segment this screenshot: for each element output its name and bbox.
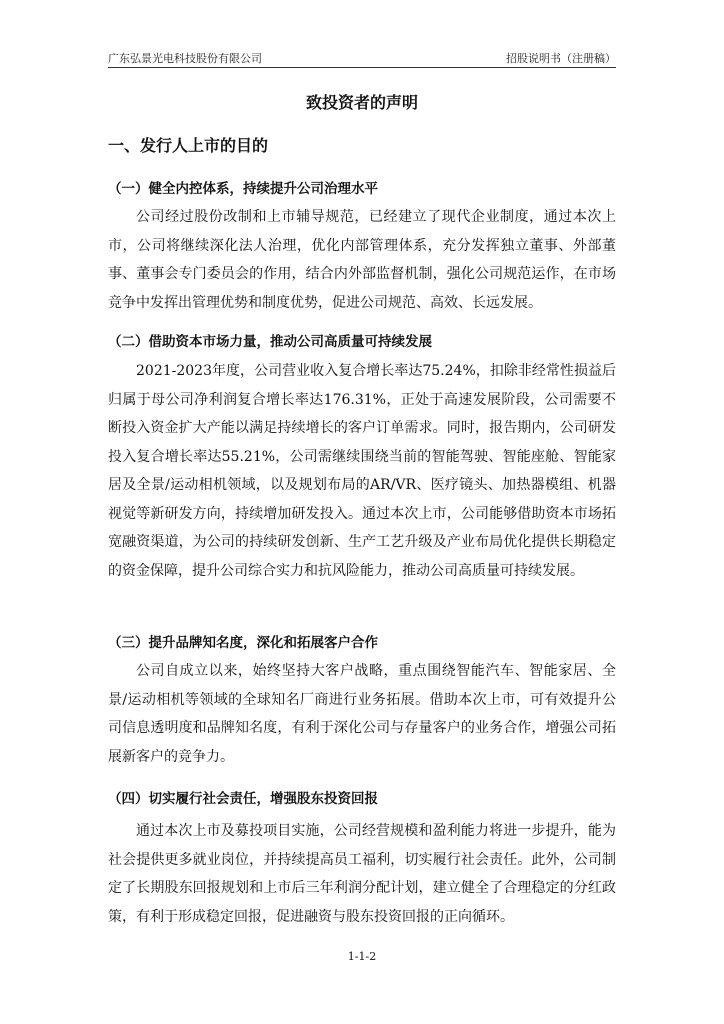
page-number: 1-1-2	[347, 950, 377, 963]
section-heading: 一、发行人上市的目的	[108, 136, 269, 155]
paragraph-1: 公司经过股份改制和上市辅导规范，已经建立了现代企业制度，通过本次上市，公司将继续深化法人治理，优化内部管理体系，充分发挥独立董事、外部董事、董事会专门委员会的作用，结合内外部监督机制，强化公司规范运作，在市场竞争中发挥出管理优势和制度优势，促进公司规范、高效、长远发展。	[108, 209, 616, 311]
page-title: 致投资者的声明	[305, 93, 418, 112]
paragraph-2: 2021-2023年度，公司营业收入复合增长率达75.24%，扣除非经常性损益后归属于母公司净利润复合增长率达176.31%，正处于高速发展阶段，公司需要不断投入资金扩大产能以满足持续增长的客户订单需求。同时，报告期内，公司研发投入复合增长率达55.21%，公司需继续围绕当前的智能驾驶、智能座舱、智能家居及全景/运动相机领域，以及规划布局的AR/VR、医疗镜头、加热器模组、机器视觉等新研发方向，持续增加研发投入。通过本次上市，公司能够借助资本市场拓宽融资渠道，为公司的持续研发创新、生产工艺升级及产业布局优化提供长期稳定的资金保障，提升公司综合实力和抗风险能力，推动公司高质量可持续发展。	[108, 363, 616, 579]
paragraph-3: 公司自成立以来，始终坚持大客户战略，重点围绕智能汽车、智能家居、全景/运动相机等领域的全球知名厂商进行业务拓展。借助本次上市，可有效提升公司信息透明度和品牌知名度，有利于深化公司与存量客户的业务合作，增强公司拓展新客户的竞争力。	[108, 663, 616, 765]
subsection-heading-4: （四）切实履行社会责任，增强股东投资回报	[108, 791, 378, 807]
header-doc-type: 招股说明书（注册稿）	[506, 52, 616, 65]
subsection-heading-2: （二）借助资本市场力量，推动公司高质量可持续发展	[108, 334, 432, 350]
subsection-heading-1: （一）健全内控体系，持续提升公司治理水平	[108, 181, 378, 197]
header-rule	[108, 67, 616, 68]
paragraph-4: 通过本次上市及募投项目实施，公司经营规模和盈利能力将进一步提升，能为社会提供更多就业岗位，并持续提高员工福利，切实履行社会责任。此外，公司制定了长期股东回报规划和上市后三年利润分配计划，建立健全了合理稳定的分红政策，有利于形成稳定回报，促进融资与股东投资回报的正向循环。	[108, 823, 616, 925]
header-company: 广东弘景光电科技股份有限公司	[108, 52, 262, 65]
page-header	[108, 48, 616, 66]
subsection-heading-3: （三）提升品牌知名度，深化和拓展客户合作	[108, 635, 378, 651]
